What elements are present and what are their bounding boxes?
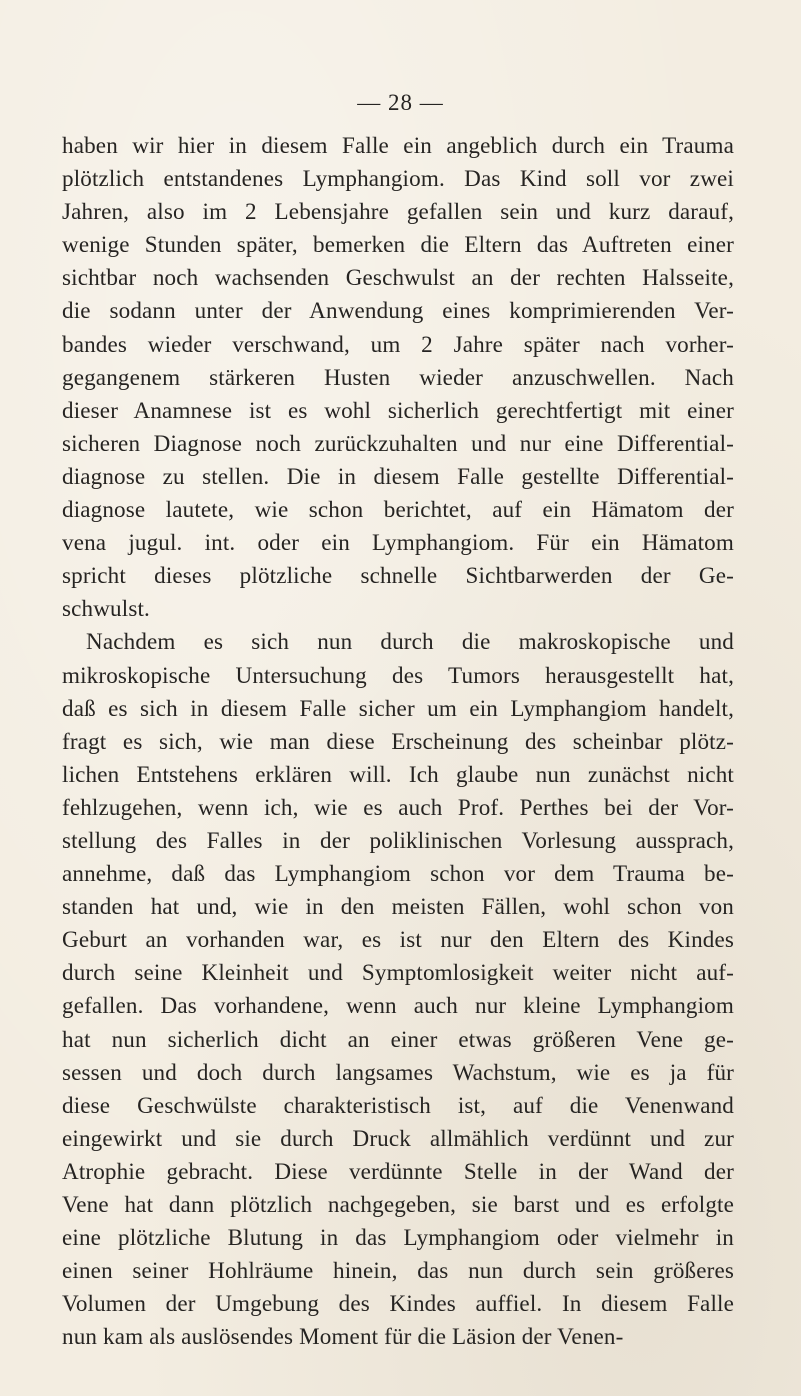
text-line: sicheren Diagnose noch zurückzuhalten und nur eine Differential- (62, 429, 734, 456)
text-line: durch seine Kleinheit und Symptomlosigkeit weiter nicht auf- (62, 959, 734, 986)
page-number: — 28 — (357, 90, 444, 115)
text-line: stellung des Falles in der poliklinischen Vorlesung aussprach, (62, 826, 734, 853)
paragraph-1 (62, 129, 734, 625)
text-line: haben wir hier in diesem Falle ein angeblich durch ein Trauma (62, 132, 734, 158)
text-line: bandes wieder verschwand, um 2 Jahre später nach vorher- (62, 330, 734, 357)
text-line: eine plötzliche Blutung in das Lymphangiom oder vielmehr in (62, 1224, 734, 1251)
text-line: einen seiner Hohlräume hinein, das nun durch sein größeres (62, 1257, 734, 1284)
text-line: standen hat und, wie in den meisten Fällen, wohl schon von (62, 893, 734, 920)
text-line: wenige Stunden später, bemerken die Eltern das Auftreten einer (62, 231, 734, 258)
text-line: Atrophie gebracht. Diese verdünnte Stelle in der Wand der (62, 1157, 734, 1184)
text-line: plötzlich entstandenes Lymphangiom. Das Kind soll vor zwei (62, 165, 734, 192)
paragraph-2 (62, 625, 734, 1353)
text-line: gefallen. Das vorhandene, wenn auch nur kleine Lymphangiom (62, 992, 734, 1019)
document-body (62, 86, 734, 1353)
text-line: Nachdem es sich nun durch die makroskopische und (86, 628, 734, 655)
text-line: Volumen der Umgebung des Kindes auffiel. In diesem Falle (62, 1290, 734, 1317)
text-line: daß es sich in diesem Falle sicher um ein Lymphangiom handelt, (62, 694, 734, 721)
text-line: spricht dieses plötzliche schnelle Sichtbarwerden der Ge- (62, 562, 734, 589)
text-line: nun kam als auslösendes Moment für die Läsion der Venen- (62, 1323, 624, 1350)
text-line: sessen und doch durch langsames Wachstum, wie es ja für (62, 1058, 734, 1085)
text-line: fehlzugehen, wenn ich, wie es auch Prof. Perthes bei der Vor- (62, 793, 734, 820)
text-line: sichtbar noch wachsenden Geschwulst an der rechten Halsseite, (62, 264, 734, 291)
text-line: Jahren, also im 2 Lebensjahre gefallen sein und kurz darauf, (62, 198, 734, 225)
text-line: lichen Entstehens erklären will. Ich glaube nun zunächst nicht (62, 760, 734, 787)
text-line: dieser Anamnese ist es wohl sicherlich gerechtfertigt mit einer (62, 396, 734, 423)
text-line: schwulst. (62, 595, 150, 622)
text-line: Geburt an vorhanden war, es ist nur den Eltern des Kindes (62, 926, 734, 953)
text-line: diagnose lautete, wie schon berichtet, auf ein Hämatom der (62, 496, 734, 523)
text-line: hat nun sicherlich dicht an einer etwas größeren Vene ge- (62, 1025, 734, 1052)
text-line: diagnose zu stellen. Die in diesem Falle gestellte Differential- (62, 462, 734, 489)
text-line: diese Geschwülste charakteristisch ist, auf die Venenwand (62, 1091, 734, 1118)
text-line: eingewirkt und sie durch Druck allmählich verdünnt und zur (62, 1124, 734, 1151)
text-line: annehme, daß das Lymphangiom schon vor dem Trauma be- (62, 860, 734, 887)
text-line: die sodann unter der Anwendung eines komprimierenden Ver- (62, 297, 734, 324)
text-line: gegangenem stärkeren Husten wieder anzuschwellen. Nach (62, 363, 734, 390)
text-line: mikroskopische Untersuchung des Tumors herausgestellt hat, (62, 661, 734, 688)
text-line: fragt es sich, wie man diese Erscheinung des scheinbar plötz- (62, 727, 734, 754)
text-line: Vene hat dann plötzlich nachgegeben, sie barst und es erfolgte (62, 1191, 734, 1217)
text-line: vena jugul. int. oder ein Lymphangiom. Für ein Hämatom (62, 529, 734, 556)
